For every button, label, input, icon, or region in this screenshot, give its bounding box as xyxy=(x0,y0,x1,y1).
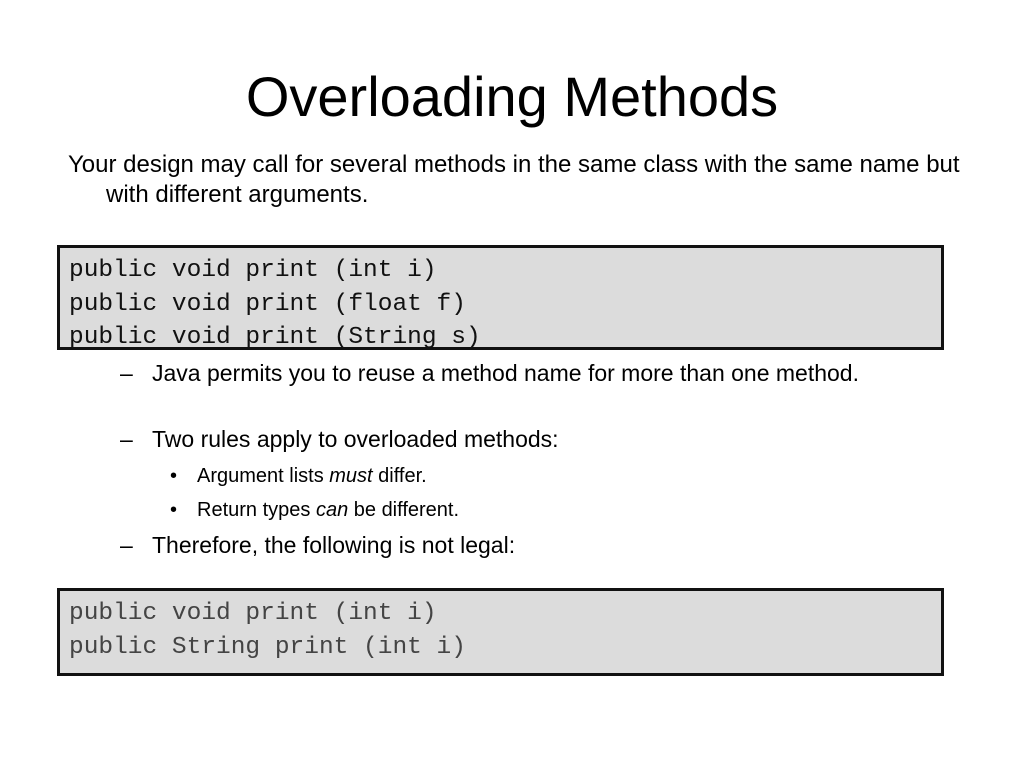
code-line: public void print (int i) xyxy=(69,257,437,284)
code-block-overloads xyxy=(57,245,944,350)
slide-title: Overloading Methods xyxy=(245,65,779,128)
code-line: public String print (int i) xyxy=(69,633,466,661)
code-line: public void print (float f) xyxy=(69,290,466,318)
code-line: public void print (String s) xyxy=(69,324,481,351)
intro-paragraph: Your design may call for several methods in the same class with the same name but with different arguments. xyxy=(68,151,960,208)
code-block-illegal xyxy=(57,588,944,676)
code-line: public void print (int i) xyxy=(69,600,437,627)
